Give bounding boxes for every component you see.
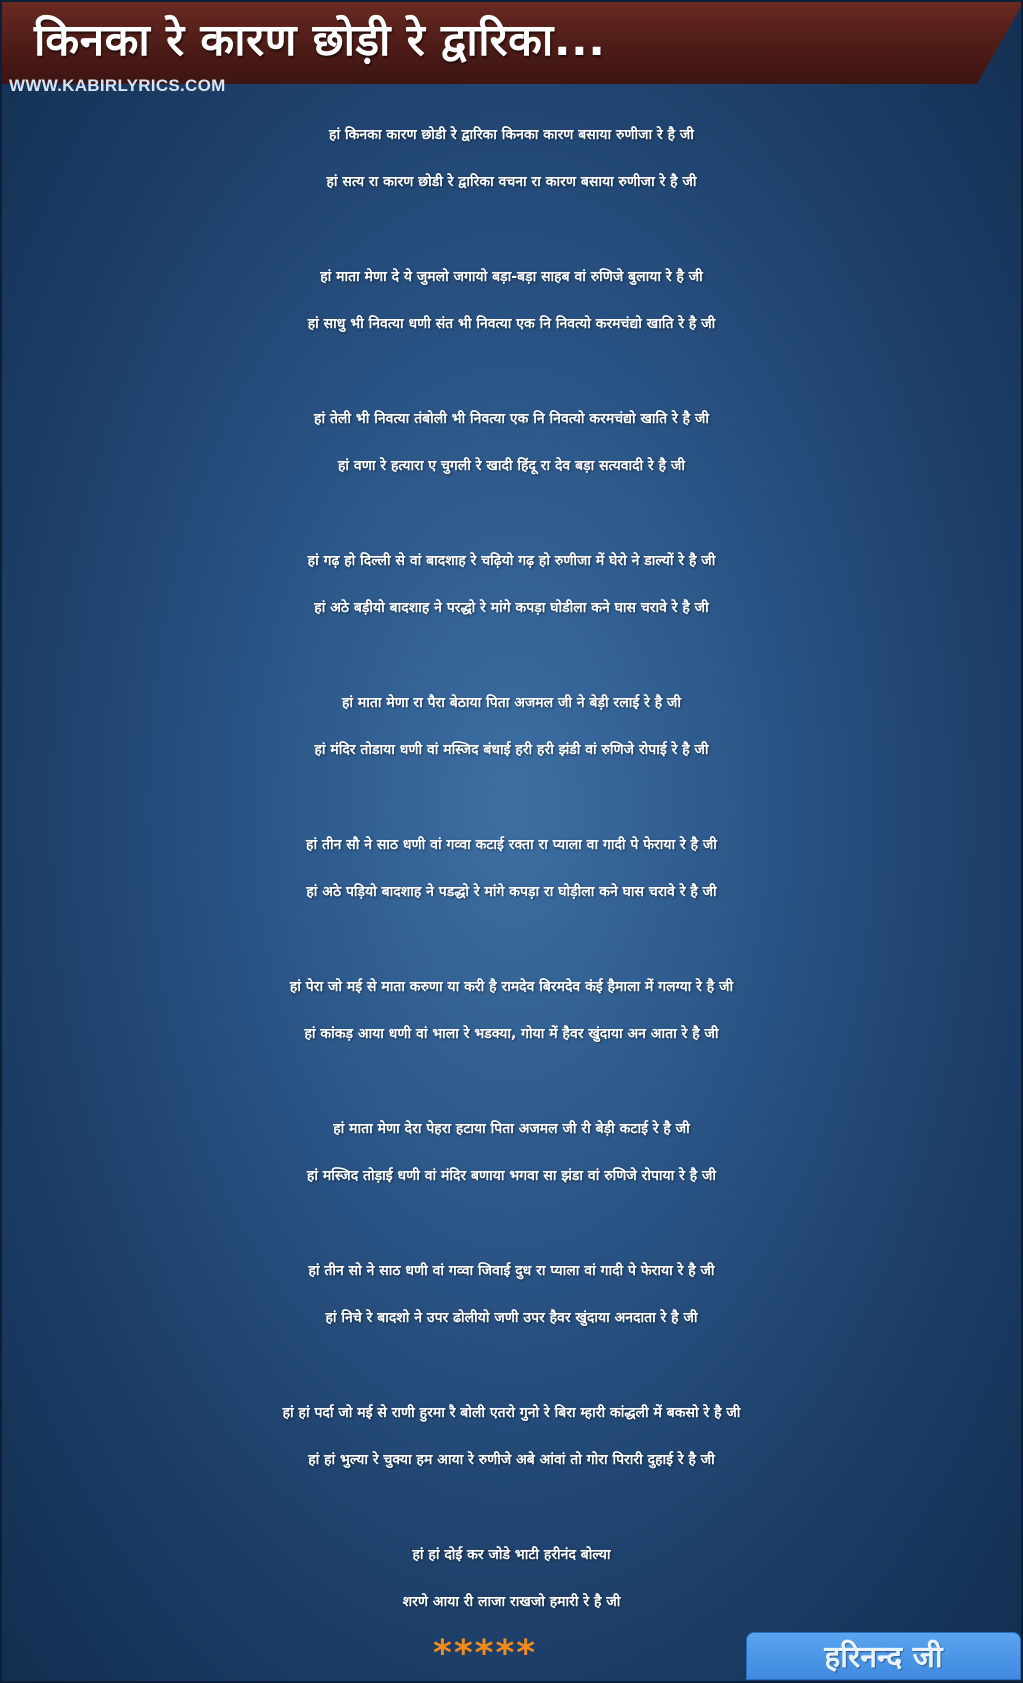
lyric-line: हां हां पर्दा जो मई से राणी हुरमा रै बोली एतरो गुनो रे बिरा म्हारी कांद्धली में बकसो रे है जी: [282, 1405, 741, 1421]
lyric-line: हां हां भुल्या रे चुक्या हम आया रे रुणीजे अबे आंवां तो गोरा पिरारी दुहाई रे है जी: [308, 1452, 715, 1468]
lyric-line: हां तेली भी निवत्या तंबोली भी निवत्या एक नि निवत्यो करमचंद्यो खाति रे है जी: [314, 411, 709, 427]
stanza: [0, 1390, 1023, 1484]
lyric-line: हां गढ़ हो दिल्ली से वां बादशाह रे चढ़ियो गढ़ हो रुणीजा में घेरो ने डाल्यों रे है जी: [307, 553, 716, 569]
lyric-line: हां पेरा जो मई से माता करुणा या करी है रामदेव बिरमदेव कंई हैमाला में गलग्या रे है जी: [289, 979, 734, 995]
lyric-line: हां अठे पड़ियो बादशाह ने पडद्धो रे मांगे कपड़ा रा घोड़ीला कने घास चरावे रे है जी: [306, 884, 717, 900]
stanza: [0, 1106, 1023, 1200]
star-divider: *****: [433, 1633, 538, 1674]
lyric-line: हां हां दोई कर जोडे भाटी हरीनंद बोल्या: [412, 1547, 611, 1563]
author-tab: [746, 1632, 1021, 1680]
lyric-line: हां माता मेणा देरा पेहरा हटाया पिता अजमल जी री बेड़ी कटाई रे है जी: [333, 1121, 690, 1137]
stanza: [0, 964, 1023, 1058]
lyric-line: हां मंदिर तोडाया धणी वां मस्जिद बंधाई हरी हरी झंडी वां रुणिजे रोपाई रे है जी: [314, 742, 709, 758]
lyrics-body: [0, 112, 1023, 1626]
stanza: [0, 538, 1023, 632]
lyric-line: हां निचे रे बादशो ने उपर ढोलीयो जणी उपर हैवर खुंदाया अनदाता रे है जी: [325, 1310, 698, 1326]
lyric-line: हां किनका कारण छोडी रे द्वारिका किनका कारण बसाया रुणीजा रे है जी: [329, 127, 694, 143]
stanza: [0, 822, 1023, 916]
lyric-line: हां सत्य रा कारण छोडी रे द्वारिका वचना रा कारण बसाया रुणीजा रे है जी: [326, 174, 697, 190]
stanza: [0, 680, 1023, 774]
lyric-line: हां अठे बड़ीयो बादशाह ने परद्धो रे मांगे कपड़ा घोडीला कने घास चरावे रे है जी: [314, 600, 709, 616]
stanza: [0, 1248, 1023, 1342]
page-title: किनका रे कारण छोड़ी रे द्वारिका...: [34, 15, 606, 66]
lyric-line: हां माता मेणा दे ये जुमलो जगायो बड़ा-बड़ा साहब वां रुणिजे बुलाया रे है जी: [320, 269, 703, 285]
lyric-line: हां तीन सो ने साठ धणी वां गव्वा जिवाई दुध रा प्याला वां गादी पे फेराया रे है जी: [308, 1263, 715, 1279]
lyric-line: हां तीन सौ ने साठ धणी वां गव्वा कटाई रक्ता रा प्याला वा गादी पे फेराया रे है जी: [306, 837, 717, 853]
stanza: [0, 1532, 1023, 1626]
lyric-line: हां कांकड़ आया धणी वां भाला रे भडक्या, गोया में हैवर खुंदाया अन आता रे है जी: [304, 1026, 719, 1042]
lyric-line: हां साधु भी निवत्या धणी संत भी निवत्या एक नि निवत्यो करमचंद्यो खाति रे है जी: [307, 316, 716, 332]
stanza: [0, 396, 1023, 490]
author-name: हरिनन्द जी: [824, 1640, 943, 1675]
stanza: [0, 254, 1023, 348]
lyric-line: हां मस्जिद तोड़ाई धणी वां मंदिर बणाया भगवा सा झंडा वां रुणिजे रोपाया रे है जी: [306, 1168, 717, 1184]
website-label: WWW.KABIRLYRICS.COM: [9, 76, 226, 95]
stanza: [0, 112, 1023, 206]
lyric-line: हां माता मेणा रा पैरा बेठाया पिता अजमल जी ने बेड़ी रलाई रे है जी: [341, 695, 682, 711]
lyric-line: शरणे आया री लाजा राखजो हमारी रे है जी: [402, 1594, 621, 1610]
lyric-line: हां वणा रे हत्यारा ए चुगली रे खादी हिंदू रा देव बड़ा सत्यवादी रे है जी: [338, 458, 685, 474]
